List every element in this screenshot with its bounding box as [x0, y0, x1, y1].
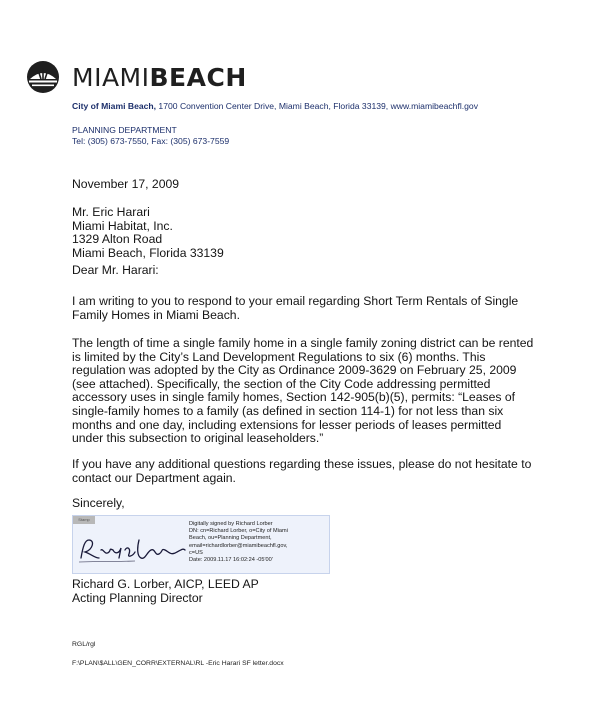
paragraph-contact: If you have any additional questions regarding these issues, please do not hesitate to contact our Department again.	[72, 457, 532, 485]
brand-first: MIAMI	[72, 62, 150, 92]
recipient-line: Miami Habitat, Inc.	[72, 218, 173, 233]
signature-detail-line: c=US	[189, 549, 203, 556]
recipient-address	[72, 206, 534, 260]
paragraph-intro: I am writing to you to respond to your email regarding Short Term Rentals of Single Family Homes in Miami Beach.	[72, 294, 519, 322]
miami-beach-logo-icon	[26, 60, 60, 94]
signature-detail-line: Digitally signed by Richard Lorber	[189, 521, 273, 527]
brand-wordmark	[72, 62, 247, 92]
letterhead-logo	[26, 60, 247, 94]
handwritten-signature-icon	[75, 528, 189, 568]
salutation: Dear Mr. Harari:	[72, 263, 159, 277]
department-phone: Tel: (305) 673-7550, Fax: (305) 673-7559	[72, 136, 230, 146]
file-path: F:\PLAN\$ALL\GEN_CORR\EXTERNAL\RL -Eric Harari SF letter.docx	[72, 660, 284, 667]
recipient-line: 1329 Alton Road	[72, 232, 163, 247]
signature-detail-line: Date: 2009.11.17 16:02:24 -05'00'	[189, 557, 273, 564]
department-block	[72, 125, 229, 147]
closing: Sincerely,	[72, 496, 125, 510]
letter-date: November 17, 2009	[72, 177, 180, 191]
signature-tab: Stamp	[73, 516, 95, 524]
signature-detail-line: email=richardlorber@miamibeachfl.gov,	[189, 542, 288, 549]
recipient-line: Miami Beach, Florida 33139	[72, 245, 224, 260]
digital-signature[interactable]	[72, 515, 330, 574]
signer-title: Acting Planning Director	[72, 590, 203, 605]
recipient-line: Mr. Eric Harari	[72, 205, 150, 219]
signer-name: Richard G. Lorber, AICP, LEED AP	[72, 577, 259, 591]
signature-details	[189, 521, 325, 564]
paragraph-regulation: The length of time a single family home in a single family zoning district can be rented is limited by the City’s Land Development Regulations to six (6) months. This regulation was adopted by the City as Ordinance 2009-3629 on February 25, 2009 (see attached). Specifically, the section of the City Code addressing permitted accessory uses in single family homes, Section 142-905(b)(5), permits: “Leases of single-family homes to a family (as defined in section 114-1) for not less than six months and one day, including extensions for lesser periods of leases permitted under this subsection to original leaseholders.”	[72, 336, 534, 446]
city-name: City of Miami Beach,	[72, 101, 157, 111]
brand-second: BEACH	[149, 62, 247, 92]
signer-block	[72, 578, 259, 605]
signature-detail-line: DN: cn=Richard Lorber, o=City of Miami	[189, 528, 288, 535]
city-address	[72, 101, 478, 111]
reference-initials: RGL/rgl	[72, 641, 96, 648]
department-name: PLANNING DEPARTMENT	[72, 125, 177, 135]
city-address-rest: 1700 Convention Center Drive, Miami Beach, Florida 33139, www.miamibeachfl.gov	[156, 101, 478, 111]
signature-detail-line: Beach, ou=Planning Department,	[189, 535, 272, 542]
